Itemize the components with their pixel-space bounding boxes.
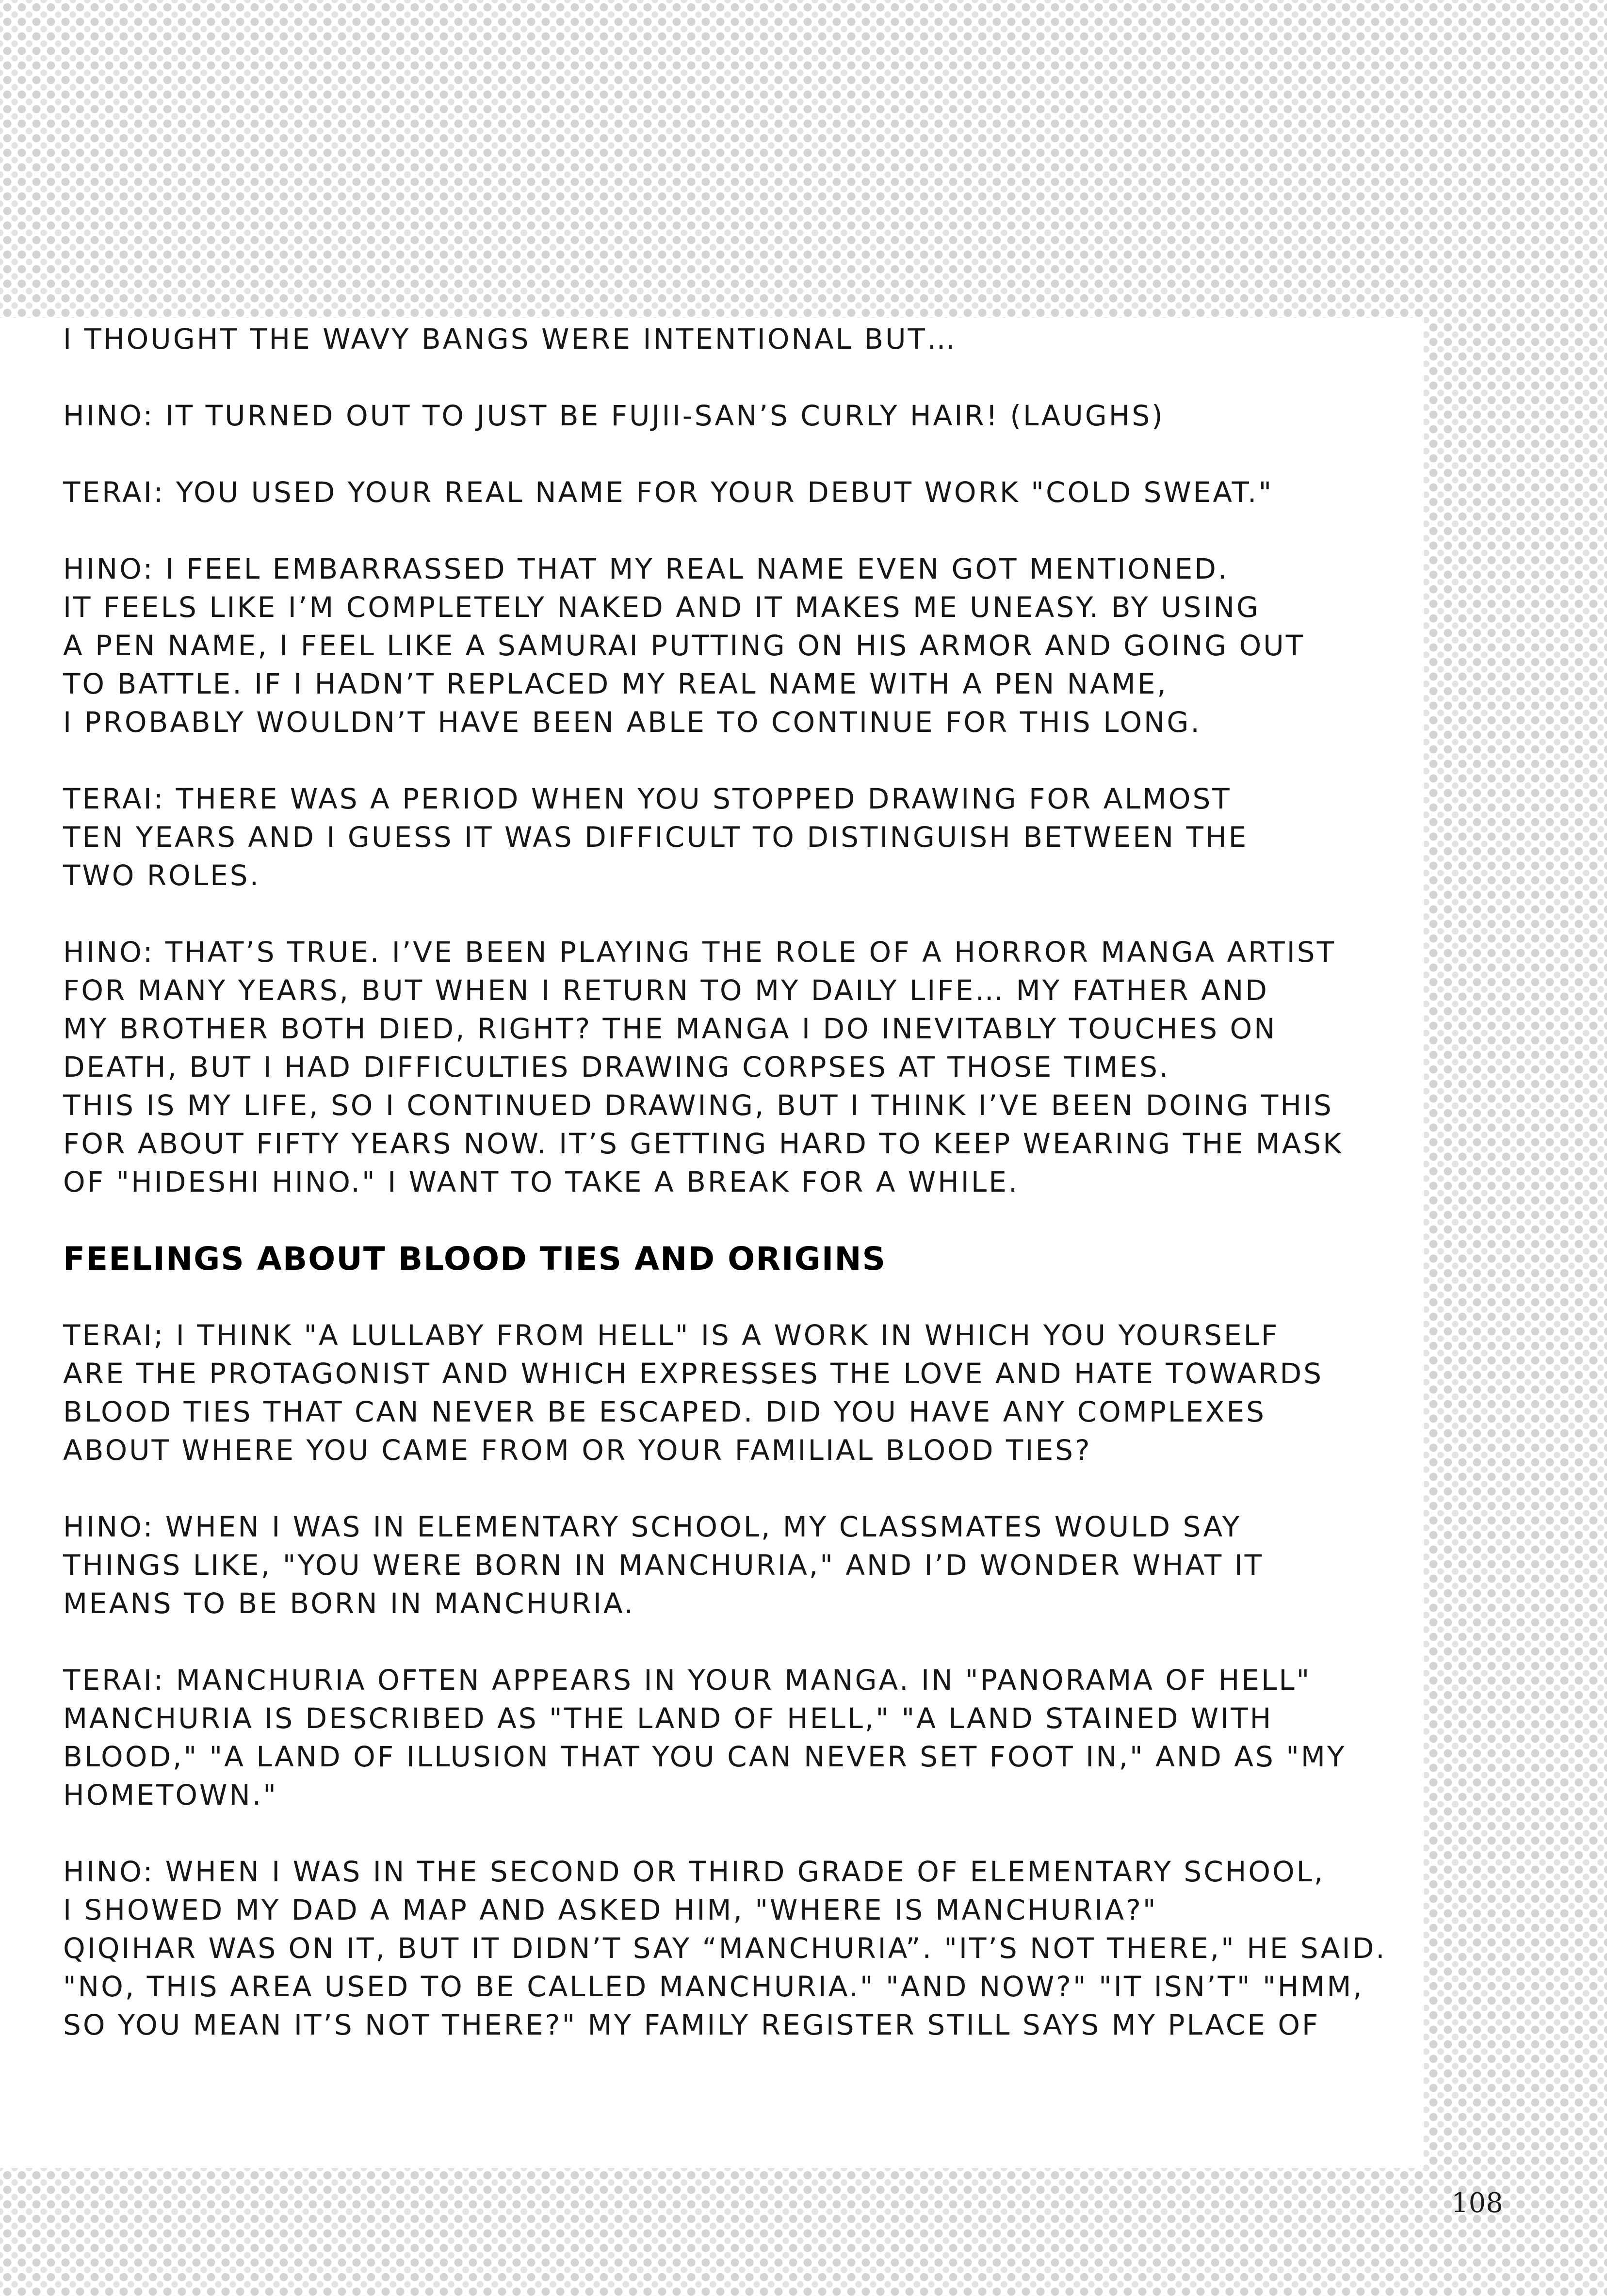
page-number: 108 (1451, 2187, 1503, 2219)
interview-text (63, 320, 1402, 2083)
paragraph-elementary-school: HINO: WHEN I WAS IN ELEMENTARY SCHOOL, MY CLASSMATES WOULD SAY THINGS LIKE, "YOU WERE BORN IN MANCHURIA," AND I’D WONDER WHAT IT MEANS TO BE BORN IN MANCHURIA. (63, 1510, 1264, 1620)
paragraph-panorama-of-hell: TERAI: MANCHURIA OFTEN APPEARS IN YOUR MANGA. IN "PANORAMA OF HELL" MANCHURIA IS DESCRIBED AS "THE LAND OF HELL," "A LAND STAINED WITH BLOOD," "A LAND OF ILLUSION THAT YOU CAN NEVER SET FOOT IN," AND AS "MY HOMETOWN." (63, 1664, 1347, 1811)
section-heading: FEELINGS ABOUT BLOOD TIES AND ORIGINS (63, 1240, 887, 1277)
paragraph-debut-work: TERAI: YOU USED YOUR REAL NAME FOR YOUR DEBUT WORK "COLD SWEAT." (63, 476, 1274, 509)
paragraph-map-manchuria: HINO: WHEN I WAS IN THE SECOND OR THIRD GRADE OF ELEMENTARY SCHOOL, I SHOWED MY DAD A MAP AND ASKED HIM, "WHERE IS MANCHURIA?" QIQIHAR WAS ON IT, BUT IT DIDN’T SAY “MANCHURIA”. "IT’S NOT THERE," HE SAID. "NO, THIS AREA USED TO BE CALLED MANCHURIA." "AND NOW?" "IT ISN’T" "HMM, SO YOU MEAN IT’S NOT THERE?" MY FAMILY REGISTER STILL SAYS MY PLACE OF (63, 1855, 1387, 2041)
paragraph-wavy-bangs: I THOUGHT THE WAVY BANGS WERE INTENTIONAL BUT… (63, 323, 957, 356)
paragraph-ten-years: TERAI: THERE WAS A PERIOD WHEN YOU STOPPED DRAWING FOR ALMOST TEN YEARS AND I GUESS IT WAS DIFFICULT TO DISTINGUISH BETWEEN THE TWO ROLES. (63, 782, 1249, 892)
paragraph-lullaby-from-hell: TERAI; I THINK "A LULLABY FROM HELL" IS A WORK IN WHICH YOU YOURSELF ARE THE PROTAGONIST AND WHICH EXPRESSES THE LOVE AND HATE TOWARDS BLOOD TIES THAT CAN NEVER BE ESCAPED. DID YOU HAVE ANY COMPLEXES ABOUT WHERE YOU CAME FROM OR YOUR FAMILIAL BLOOD TIES? (63, 1319, 1324, 1467)
paragraph-pen-name: HINO: I FEEL EMBARRASSED THAT MY REAL NAME EVEN GOT MENTIONED. IT FEELS LIKE I’M COMPLETELY NAKED AND IT MAKES ME UNEASY. BY USING A PEN NAME, I FEEL LIKE A SAMURAI PUTTING ON HIS ARMOR AND GOING OUT TO BATTLE. IF I HADN’T REPLACED MY REAL NAME WITH A PEN NAME, I PROBABLY WOULDN’T HAVE BEEN ABLE TO CONTINUE FOR THIS LONG. (63, 552, 1305, 739)
paragraph-horror-artist-role: HINO: THAT’S TRUE. I’VE BEEN PLAYING THE ROLE OF A HORROR MANGA ARTIST FOR MANY YEARS, BUT WHEN I RETURN TO MY DAILY LIFE… MY FATHER AND MY BROTHER BOTH DIED, RIGHT? THE MANGA I DO INEVITABLY TOUCHES ON DEATH, BUT I HAD DIFFICULTIES DRAWING CORPSES AT THOSE TIMES. THIS IS MY LIFE, SO I CONTINUED DRAWING, BUT I THINK I’VE BEEN DOING THIS FOR ABOUT FIFTY YEARS NOW. IT’S GETTING HARD TO KEEP WEARING THE MASK OF "HIDESHI HINO." I WANT TO TAKE A BREAK FOR A WHILE. (63, 936, 1344, 1198)
paragraph-curly-hair: HINO: IT TURNED OUT TO JUST BE FUJII-SAN’S CURLY HAIR! (LAUGHS) (63, 399, 1165, 432)
